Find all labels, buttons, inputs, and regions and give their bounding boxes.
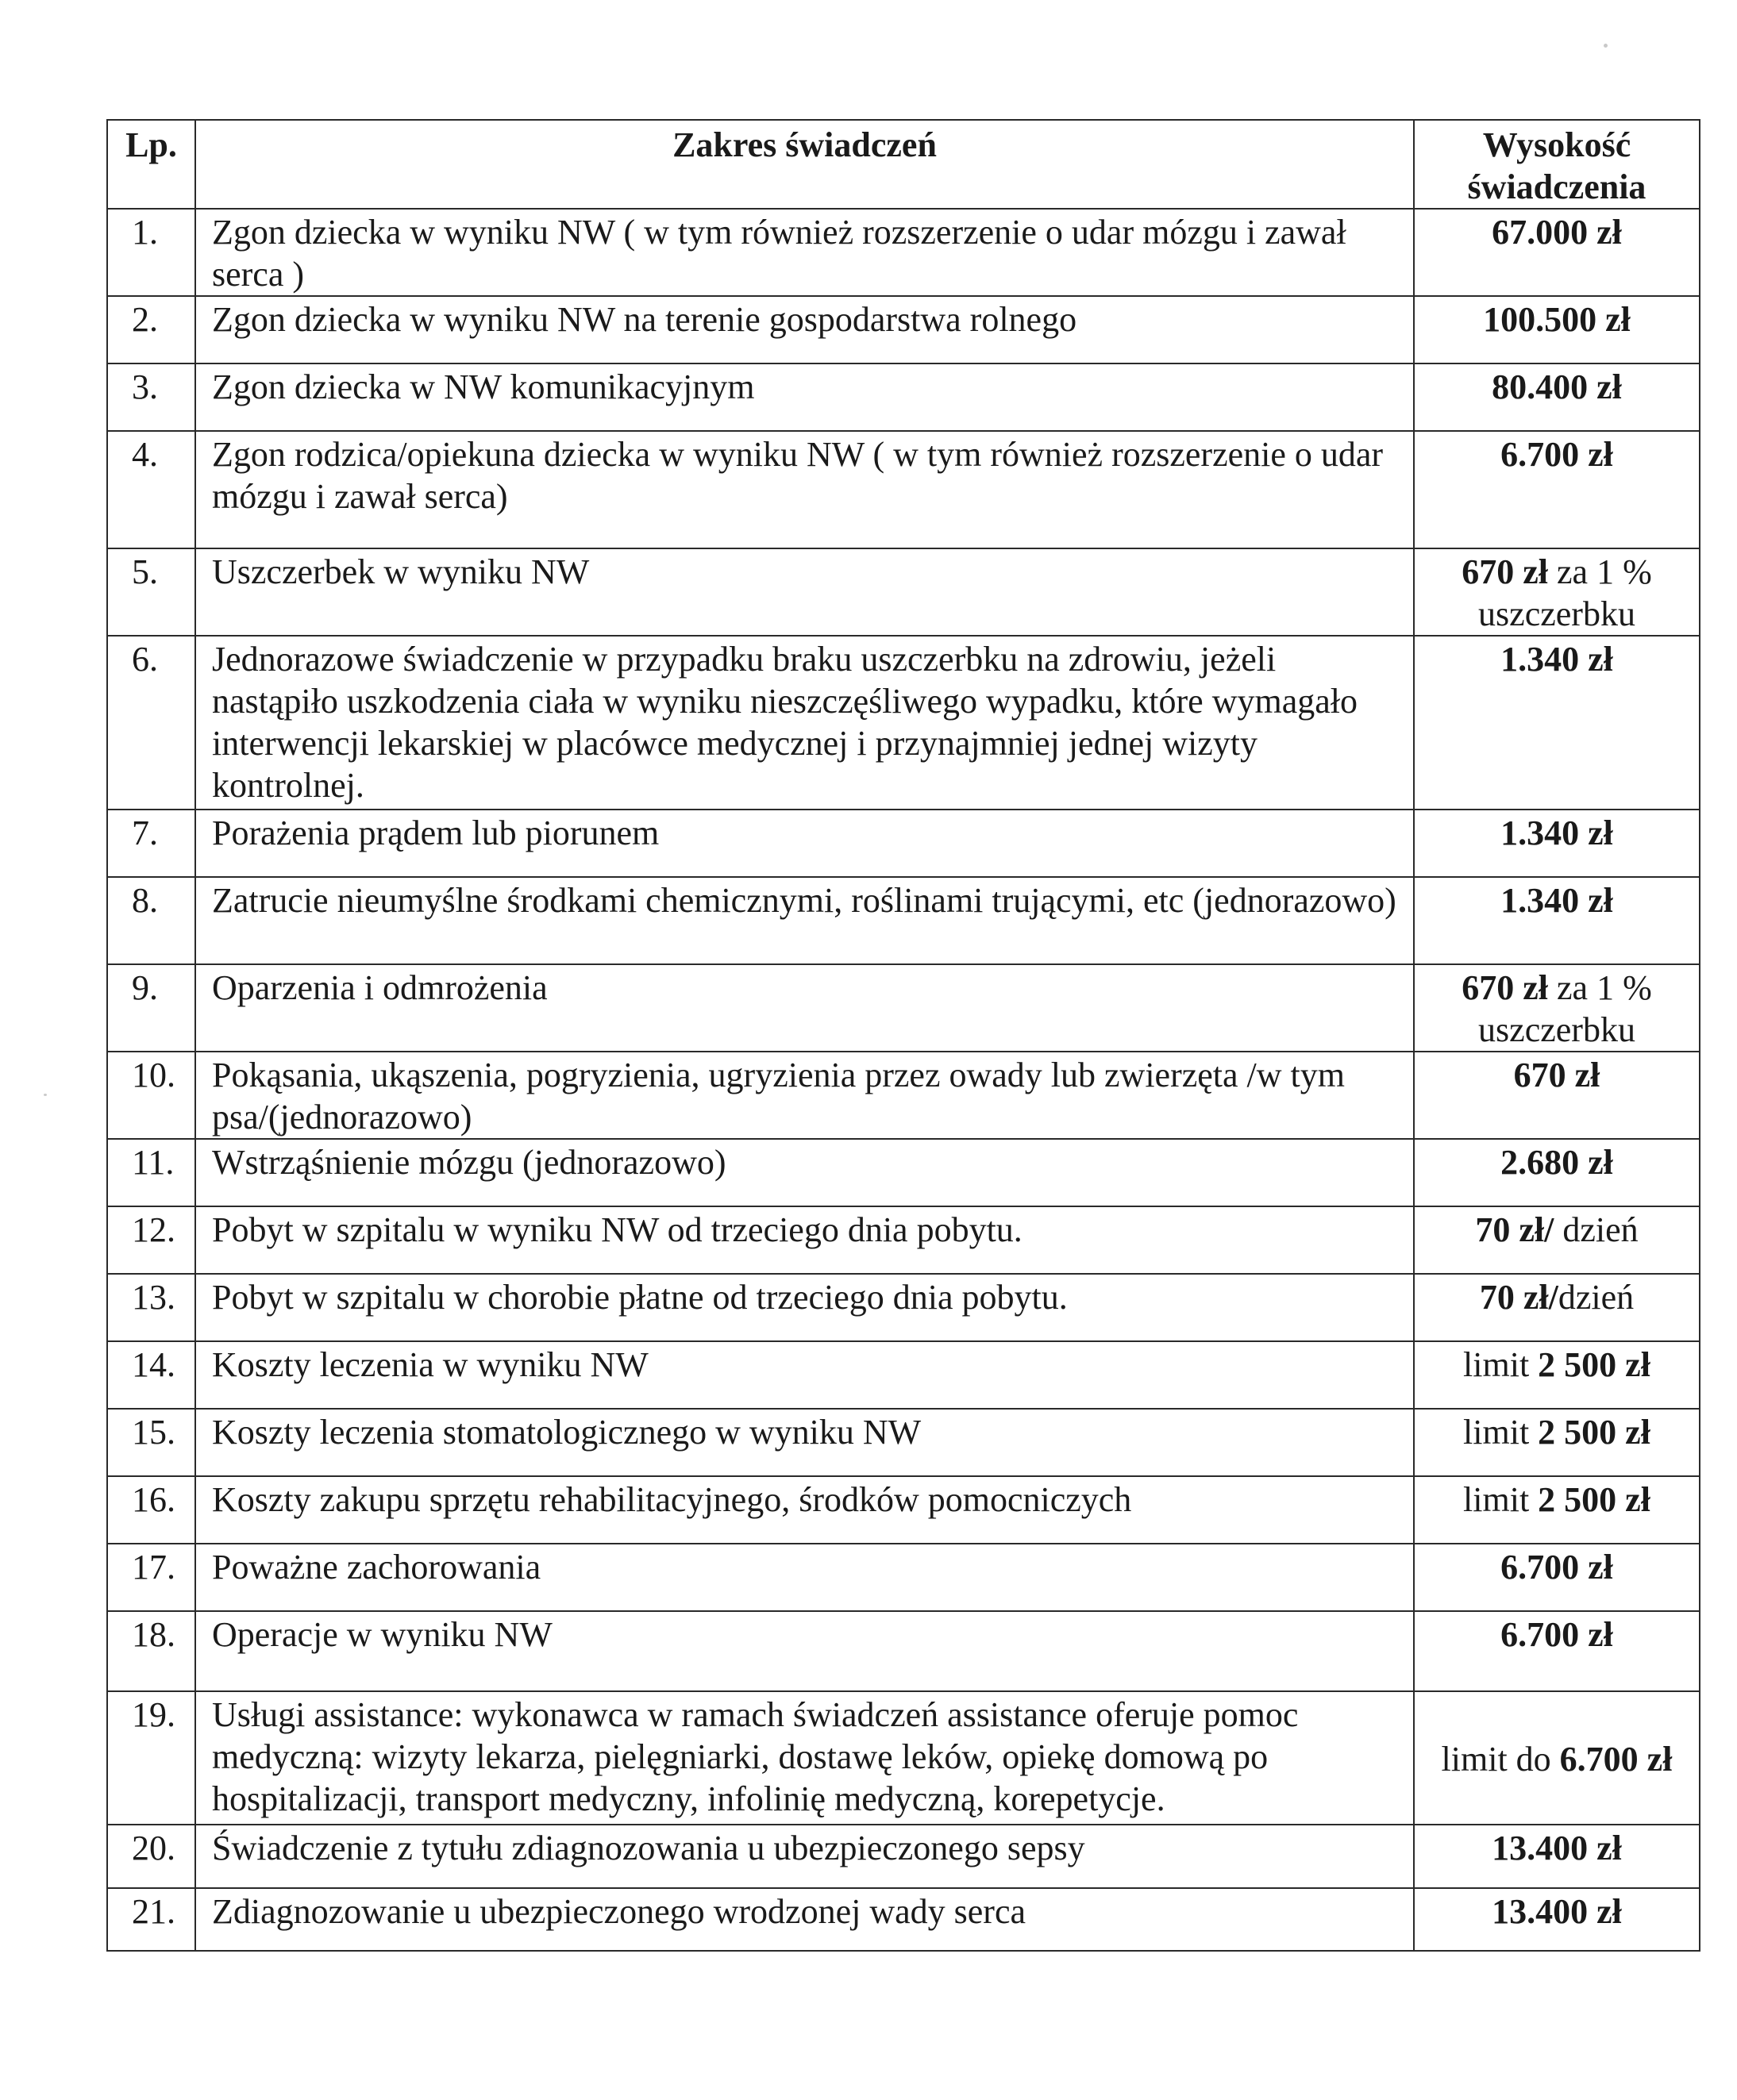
- table-row: [107, 877, 1700, 964]
- amount-value: 70 zł/: [1479, 1278, 1558, 1317]
- row-scope: Pokąsania, ukąszenia, pogryzienia, ugryzienia przez owady lub zwierzęta /w tym psa/(jednorazowo): [195, 1052, 1414, 1139]
- table-row: [107, 810, 1700, 877]
- header-scope: Zakres świadczeń: [195, 120, 1414, 209]
- row-number: 16.: [107, 1476, 195, 1544]
- row-amount: [1414, 1409, 1700, 1476]
- amount-unit: dzień: [1558, 1278, 1635, 1317]
- row-scope: Operacje w wyniku NW: [195, 1611, 1414, 1691]
- row-amount: 100.500 zł: [1414, 296, 1700, 363]
- row-scope: Pobyt w szpitalu w chorobie płatne od trzeciego dnia pobytu.: [195, 1274, 1414, 1341]
- table-row: [107, 209, 1700, 296]
- table-row: [107, 1052, 1700, 1139]
- row-scope: Koszty leczenia w wyniku NW: [195, 1341, 1414, 1409]
- table-row: [107, 296, 1700, 363]
- row-amount: 1.340 zł: [1414, 636, 1700, 810]
- row-number: 5.: [107, 548, 195, 636]
- row-scope: Zatrucie nieumyślne środkami chemicznymi, roślinami trującymi, etc (jednorazowo): [195, 877, 1414, 964]
- row-amount: [1414, 1691, 1700, 1825]
- amount-value: 6.700 zł: [1559, 1739, 1673, 1779]
- row-amount: [1414, 964, 1700, 1052]
- row-number: 21.: [107, 1888, 195, 1951]
- row-number: 17.: [107, 1544, 195, 1611]
- row-scope: Porażenia prądem lub piorunem: [195, 810, 1414, 877]
- row-scope: Koszty leczenia stomatologicznego w wyniku NW: [195, 1409, 1414, 1476]
- row-scope: Poważne zachorowania: [195, 1544, 1414, 1611]
- row-amount: [1414, 1341, 1700, 1409]
- row-scope: Oparzenia i odmrożenia: [195, 964, 1414, 1052]
- amount-prefix: limit: [1463, 1480, 1530, 1519]
- row-scope: Pobyt w szpitalu w wyniku NW od trzeciego dnia pobytu.: [195, 1206, 1414, 1274]
- row-amount: [1414, 1274, 1700, 1341]
- row-amount: [1414, 1476, 1700, 1544]
- row-amount: 6.700 zł: [1414, 1611, 1700, 1691]
- row-number: 18.: [107, 1611, 195, 1691]
- row-amount: 2.680 zł: [1414, 1139, 1700, 1206]
- amount-prefix: limit: [1463, 1413, 1530, 1452]
- row-number: 8.: [107, 877, 195, 964]
- table-row: [107, 1476, 1700, 1544]
- row-amount: [1414, 1206, 1700, 1274]
- row-number: 4.: [107, 431, 195, 548]
- row-number: 14.: [107, 1341, 195, 1409]
- table-row: [107, 1611, 1700, 1691]
- table-row: [107, 1544, 1700, 1611]
- amount-value: 2 500 zł: [1538, 1413, 1650, 1452]
- table-row: [107, 431, 1700, 548]
- amount-value: 70 zł/: [1475, 1210, 1554, 1249]
- table-row: [107, 1139, 1700, 1206]
- row-amount: 670 zł: [1414, 1052, 1700, 1139]
- header-row: [107, 120, 1700, 209]
- row-number: 12.: [107, 1206, 195, 1274]
- table-row: [107, 1206, 1700, 1274]
- row-scope: Zgon dziecka w wyniku NW ( w tym również rozszerzenie o udar mózgu i zawał serca ): [195, 209, 1414, 296]
- row-scope: Usługi assistance: wykonawca w ramach świadczeń assistance oferuje pomoc medyczną: wizyty lekarza, pielęgniarki, dostawę leków, opiekę domową po hospitalizacji, transport medyczny, infolinię medyczną, korepetycje.: [195, 1691, 1414, 1825]
- table-row: [107, 1888, 1700, 1951]
- row-number: 6.: [107, 636, 195, 810]
- row-amount: 1.340 zł: [1414, 810, 1700, 877]
- amount-unit: dzień: [1562, 1210, 1639, 1249]
- row-scope: Zgon dziecka w wyniku NW na terenie gospodarstwa rolnego: [195, 296, 1414, 363]
- row-scope: Zgon rodzica/opiekuna dziecka w wyniku NW ( w tym również rozszerzenie o udar mózgu i zawał serca): [195, 431, 1414, 548]
- row-amount: 13.400 zł: [1414, 1825, 1700, 1888]
- row-number: 9.: [107, 964, 195, 1052]
- row-scope: Zgon dziecka w NW komunikacyjnym: [195, 363, 1414, 431]
- table-row: [107, 1409, 1700, 1476]
- row-scope: Świadczenie z tytułu zdiagnozowania u ubezpieczonego sepsy: [195, 1825, 1414, 1888]
- row-number: 3.: [107, 363, 195, 431]
- row-scope: Jednorazowe świadczenie w przypadku braku uszczerbku na zdrowiu, jeżeli nastąpiło uszkodzenia ciała w wyniku nieszczęśliwego wypadku, które wymagało interwencji lekarskiej w placówce medycznej i przynajmniej jednej wizyty kontrolnej.: [195, 636, 1414, 810]
- row-amount: [1414, 548, 1700, 636]
- table-row: [107, 1825, 1700, 1888]
- row-scope: Wstrząśnienie mózgu (jednorazowo): [195, 1139, 1414, 1206]
- row-scope: Zdiagnozowanie u ubezpieczonego wrodzonej wady serca: [195, 1888, 1414, 1951]
- table-row: [107, 1274, 1700, 1341]
- amount-value: 2 500 zł: [1538, 1345, 1650, 1384]
- table-row: [107, 964, 1700, 1052]
- scan-speck: [44, 1094, 47, 1096]
- amount-value: 2 500 zł: [1538, 1480, 1650, 1519]
- row-amount: 67.000 zł: [1414, 209, 1700, 296]
- table-row: [107, 1341, 1700, 1409]
- amount-value: 670 zł: [1462, 968, 1549, 1007]
- row-amount: 80.400 zł: [1414, 363, 1700, 431]
- row-number: 20.: [107, 1825, 195, 1888]
- table-row: [107, 1691, 1700, 1825]
- benefits-table: [106, 119, 1700, 1952]
- row-scope: Uszczerbek w wyniku NW: [195, 548, 1414, 636]
- row-number: 11.: [107, 1139, 195, 1206]
- row-number: 19.: [107, 1691, 195, 1825]
- amount-prefix: limit: [1463, 1345, 1530, 1384]
- table-row: [107, 363, 1700, 431]
- row-number: 7.: [107, 810, 195, 877]
- row-amount: 1.340 zł: [1414, 877, 1700, 964]
- row-number: 10.: [107, 1052, 195, 1139]
- header-amount: Wysokość świadczenia: [1414, 120, 1700, 209]
- row-number: 13.: [107, 1274, 195, 1341]
- row-amount: 6.700 zł: [1414, 1544, 1700, 1611]
- row-scope: Koszty zakupu sprzętu rehabilitacyjnego, środków pomocniczych: [195, 1476, 1414, 1544]
- amount-unit: za 1 % uszczerbku: [1478, 552, 1652, 633]
- scan-speck: [1604, 44, 1608, 48]
- amount-value: 670 zł: [1462, 552, 1549, 591]
- header-lp: Lp.: [107, 120, 195, 209]
- amount-unit: za 1 % uszczerbku: [1478, 968, 1652, 1049]
- amount-prefix: limit do: [1441, 1739, 1551, 1779]
- row-number: 2.: [107, 296, 195, 363]
- row-number: 15.: [107, 1409, 195, 1476]
- table-row: [107, 636, 1700, 810]
- row-amount: 13.400 zł: [1414, 1888, 1700, 1951]
- row-number: 1.: [107, 209, 195, 296]
- table-row: [107, 548, 1700, 636]
- row-amount: 6.700 zł: [1414, 431, 1700, 548]
